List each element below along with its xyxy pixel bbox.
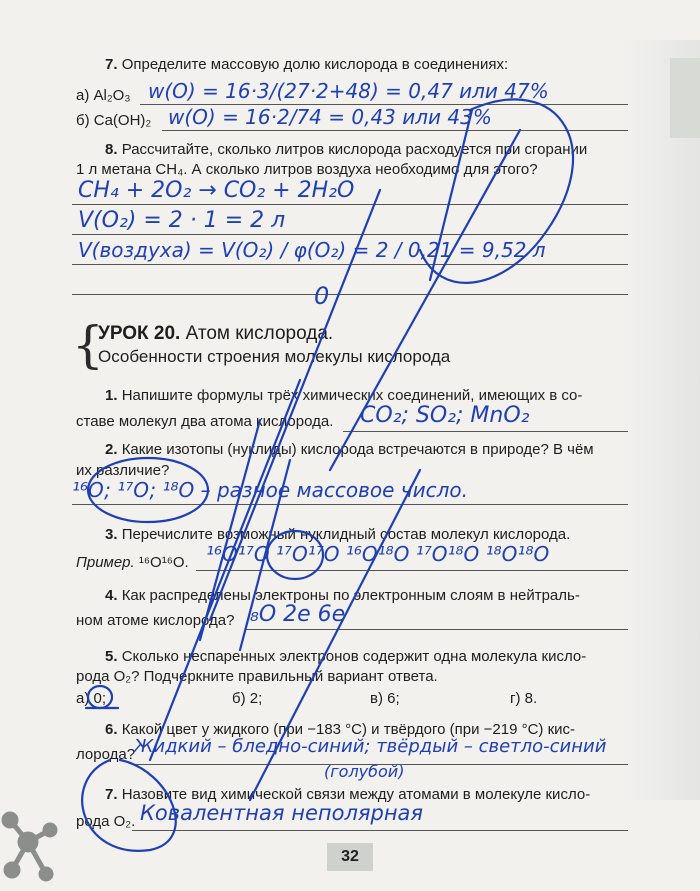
l4-text-2: ном атоме кислорода? <box>76 612 235 629</box>
l5-text-1: Сколько неспаренных электронов содержит одна молекула кисло- <box>121 648 587 665</box>
l5-number: 5. <box>105 648 118 665</box>
l1-text-2: ставе молекул два атома кислорода. <box>76 413 334 430</box>
pen-diagonal-1 <box>330 130 520 470</box>
pen-diagonal-4 <box>250 470 420 800</box>
l1-number: 1. <box>105 387 118 404</box>
l3-answer: ¹⁶O¹⁷O ¹⁷O¹⁷O ¹⁶O¹⁸O ¹⁷O¹⁸O ¹⁸O¹⁸O <box>206 542 550 566</box>
lesson-subtitle: Особенности строения молекулы кислорода <box>98 347 451 366</box>
q8-answer-equation: CH₄ + 2O₂ → CO₂ + 2H₂O <box>78 178 355 203</box>
lesson-label: УРОК 20. <box>98 323 181 344</box>
l5-text-2: рода O₂? Подчеркните правильный вариант ответа. <box>76 668 438 685</box>
q8-text-2: 1 л метана CH₄. А сколько литров воздуха необходимо для этого? <box>76 161 538 178</box>
l2-number: 2. <box>105 441 118 458</box>
l5-option-a: а) 0; <box>76 690 107 707</box>
l6-answer: Жидкий – бледно-синий; твёрдый – светло-синий <box>134 736 607 757</box>
pen-circle-nuclide <box>267 531 323 579</box>
q8-mark: 0 <box>314 282 330 310</box>
page-number: 32 <box>327 843 373 871</box>
l1-answer: CO₂; SO₂; MnO₂ <box>360 403 530 428</box>
pen-oval-top <box>420 99 573 282</box>
q7-a-label: а) Al₂O₃ <box>76 87 131 104</box>
l6-text-2: лорода? <box>76 746 136 763</box>
l6-number: 6. <box>105 721 118 738</box>
l7-text-1: Назовите вид химической связи между атомами в молекуле кисло- <box>121 786 591 803</box>
pen-diagonal-2 <box>210 190 380 620</box>
l7-answer: Ковалентная неполярная <box>140 801 424 825</box>
q8-number: 8. <box>105 141 118 158</box>
l6-text-1: Какой цвет у жидкого (при −183 °C) и твёрдого (при −219 °C) кис- <box>121 721 576 738</box>
l5-option-c: в) 6; <box>370 690 400 707</box>
q8-answer-oxygen: V(O₂) = 2 · 1 = 2 л <box>78 208 286 233</box>
l2-text-2: их различие? <box>76 462 170 479</box>
q7-b-answer: w(O) = 16·2/74 = 0,43 или 43% <box>168 105 492 129</box>
q7-text: Определите массовую долю кислорода в соединениях: <box>121 56 509 73</box>
pen-stroke-6 <box>240 460 290 650</box>
l3-text: Перечислите возможный нуклидный состав молекул кислорода. <box>121 526 571 543</box>
pen-circle-isotopes <box>88 458 208 522</box>
l3-example-formula: ¹⁶O¹⁶O. <box>138 554 189 571</box>
q8-text-1: Рассчитайте, сколько литров кислорода расходуется при сгорании <box>121 141 588 158</box>
q7-a-answer: w(O) = 16·3/(27·2+48) = 0,47 или 47% <box>148 79 549 103</box>
lesson-topic: Атом кислорода. <box>185 323 334 344</box>
l7-text-2: рода O₂. <box>76 813 136 830</box>
pen-circle-option-a <box>88 686 112 708</box>
l3-number: 3. <box>105 526 118 543</box>
l4-number: 4. <box>105 587 118 604</box>
pen-diagonal-3 <box>150 380 300 760</box>
l2-text-1: Какие изотопы (нуклиды) кислорода встречаются в природе? В чём <box>121 441 594 458</box>
l5-option-b: б) 2; <box>232 690 263 707</box>
l4-text-1: Как распределены электроны по электронным слоям в нейтраль- <box>121 587 580 604</box>
l1-text-1: Напишите формулы трёх химических соединений, имеющих в со- <box>121 387 583 404</box>
l7-number: 7. <box>105 786 118 803</box>
q8-answer-air: V(воздуха) = V(O₂) / φ(O₂) = 2 / 0,21 = 9,52 л <box>78 238 546 262</box>
l3-example-label: Пример. <box>76 554 135 571</box>
pen-loop-bottom <box>82 760 175 851</box>
l2-answer: ¹⁶O; ¹⁷O; ¹⁸O – разное массовое число. <box>72 478 468 502</box>
q7-b-label: б) Ca(OH)₂ <box>76 112 152 129</box>
l4-answer: ₈O 2e 6e <box>250 602 346 627</box>
l6-answer-note: (голубой) <box>324 762 405 781</box>
q7-number: 7. <box>105 56 118 73</box>
lesson-brace: { <box>72 316 104 374</box>
l5-option-d: г) 8. <box>510 690 538 707</box>
